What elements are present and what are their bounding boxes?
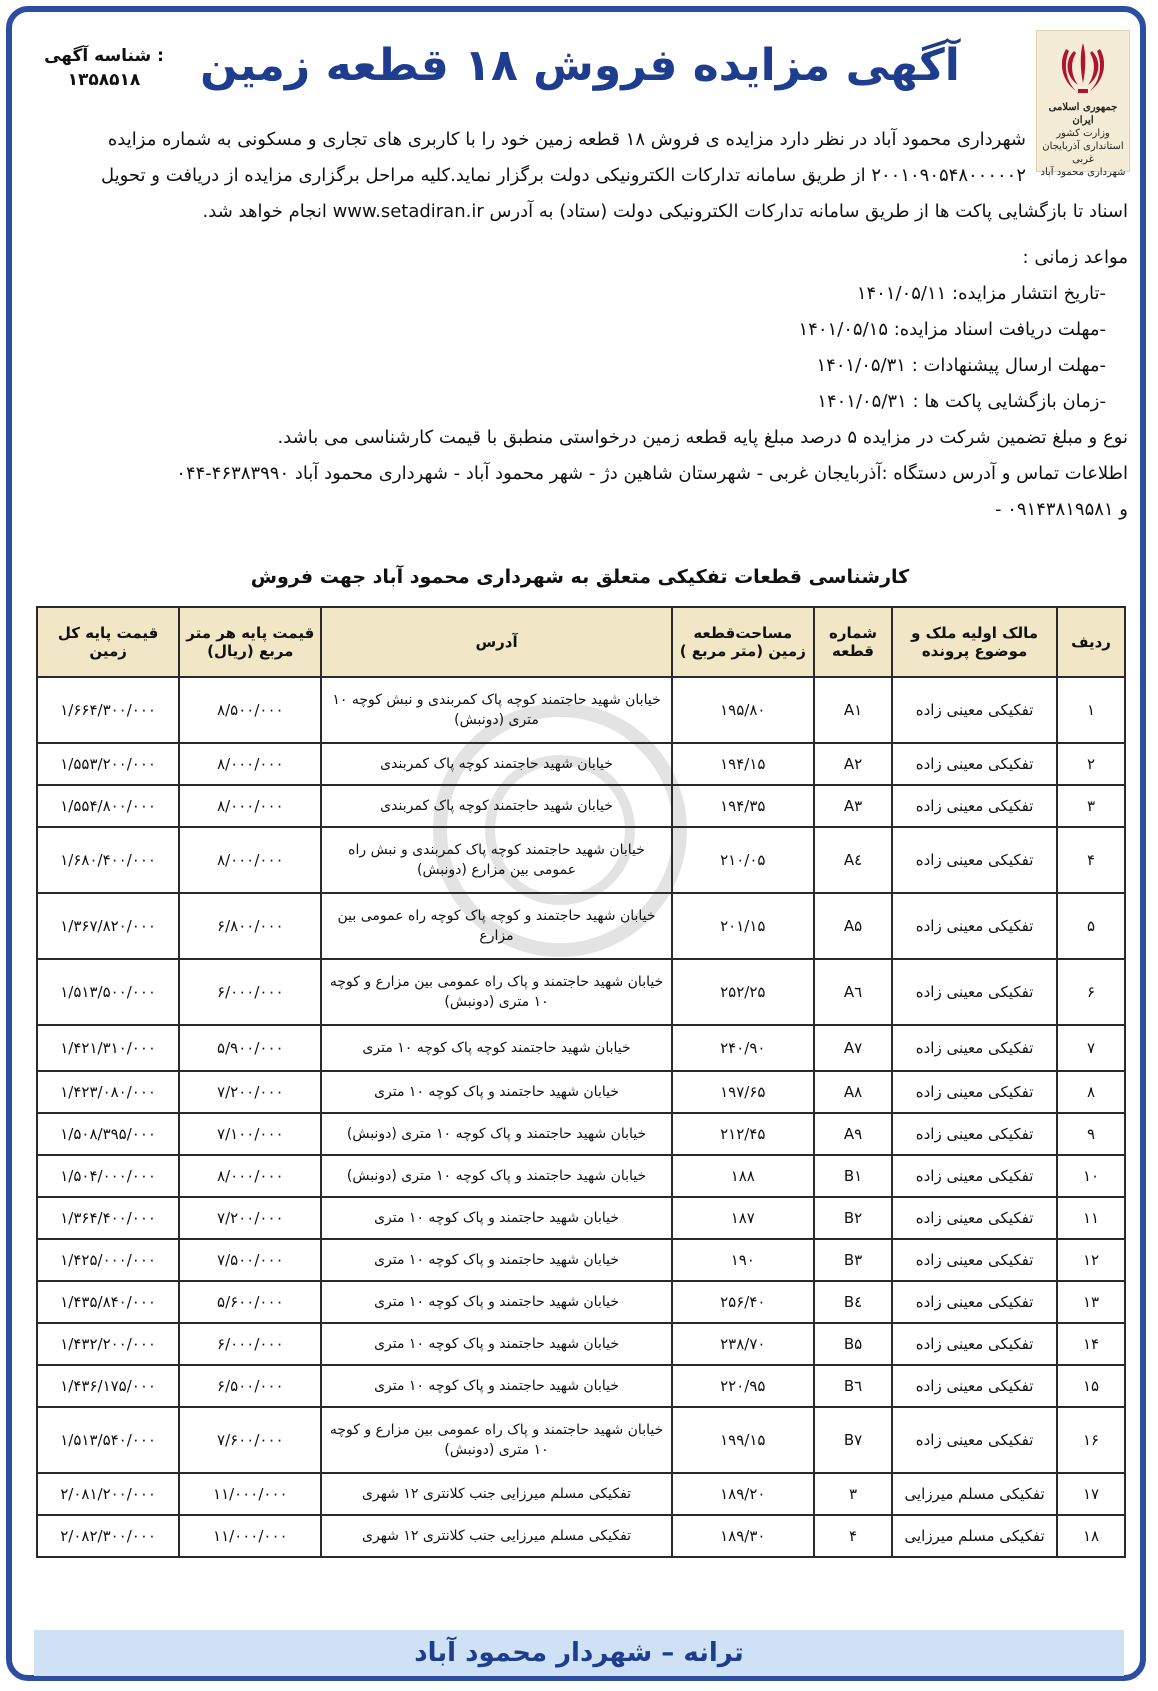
cell-plot-number: B۵ <box>814 1323 892 1365</box>
ad-id-label: شناسه آگهی : <box>44 46 164 66</box>
cell-total-price: ۱/۳۶۴/۴۰۰/۰۰۰ <box>37 1197 179 1239</box>
cell-area: ۲۰۱/۱۵ <box>672 893 814 959</box>
cell-area: ۲۱۰/۰۵ <box>672 827 814 893</box>
cell-row-number: ۱ <box>1057 677 1125 743</box>
cell-price-per-meter: ۵/۶۰۰/۰۰۰ <box>179 1281 321 1323</box>
cell-owner: تفکیکی معینی زاده <box>892 827 1057 893</box>
table-row <box>37 1281 1125 1323</box>
cell-address: تفکیکی مسلم میرزایی جنب کلانتری ۱۲ شهری <box>321 1515 671 1557</box>
cell-row-number: ۴ <box>1057 827 1125 893</box>
cell-address: خیابان شهید حاجتمند کوچه پاک کمربندی و نبش راه عمومی بین مزارع (دونبش) <box>321 827 671 893</box>
cell-area: ۱۸۹/۳۰ <box>672 1515 814 1557</box>
intro-line-3: اسناد تا بازگشایی پاکت ها از طریق سامانه تدارکات الکترونیکی دولت (ستاد) به آدرس www.setadiran.ir انجام خواهد شد. <box>202 201 1128 222</box>
cell-address: خیابان شهید حاجتمند و پاک کوچه ۱۰ متری <box>321 1239 671 1281</box>
ad-id-value: ۱۳۵۸۵۱۸ <box>67 70 141 90</box>
table-row <box>37 1025 1125 1071</box>
cell-total-price: ۲/۰۸۲/۳۰۰/۰۰۰ <box>37 1515 179 1557</box>
table-row <box>37 1407 1125 1473</box>
cell-row-number: ۸ <box>1057 1071 1125 1113</box>
cell-area: ۲۵۶/۴۰ <box>672 1281 814 1323</box>
cell-owner: تفکیکی معینی زاده <box>892 743 1057 785</box>
intro-line-3-wrap <box>68 194 1128 230</box>
cell-price-per-meter: ۸/۵۰۰/۰۰۰ <box>179 677 321 743</box>
header-total-price: قیمت پایه کل زمین <box>37 607 179 677</box>
table-header-row <box>37 607 1125 677</box>
table-body <box>37 677 1125 1557</box>
cell-price-per-meter: ۵/۹۰۰/۰۰۰ <box>179 1025 321 1071</box>
cell-area: ۲۲۰/۹۵ <box>672 1365 814 1407</box>
cell-row-number: ۱۶ <box>1057 1407 1125 1473</box>
cell-row-number: ۲ <box>1057 743 1125 785</box>
cell-owner: تفکیکی معینی زاده <box>892 1407 1057 1473</box>
cell-total-price: ۱/۴۲۱/۳۱۰/۰۰۰ <box>37 1025 179 1071</box>
cell-price-per-meter: ۸/۰۰۰/۰۰۰ <box>179 743 321 785</box>
cell-plot-number: A۵ <box>814 893 892 959</box>
cell-row-number: ۷ <box>1057 1025 1125 1071</box>
cell-owner: تفکیکی مسلم میرزایی <box>892 1473 1057 1515</box>
cell-row-number: ۹ <box>1057 1113 1125 1155</box>
cell-price-per-meter: ۶/۰۰۰/۰۰۰ <box>179 959 321 1025</box>
cell-price-per-meter: ۶/۰۰۰/۰۰۰ <box>179 1323 321 1365</box>
cell-row-number: ۱۴ <box>1057 1323 1125 1365</box>
cell-total-price: ۱/۴۲۳/۰۸۰/۰۰۰ <box>37 1071 179 1113</box>
cell-address: خیابان شهید حاجتمند و پاک راه عمومی بین مزارع و کوچه ۱۰ متری (دونبش) <box>321 1407 671 1473</box>
contact-line-1: اطلاعات تماس و آدرس دستگاه :آذربایجان غربی - شهرستان شاهین دژ - شهر محمود آباد - شهرداری محمود آباد ۴۶۳۸۳۹۹۰-۰۴۴ <box>176 463 1128 484</box>
iran-emblem-icon <box>1056 39 1110 99</box>
cell-address: خیابان شهید حاجتمند و پاک کوچه ۱۰ متری <box>321 1365 671 1407</box>
table-row <box>37 785 1125 827</box>
guarantee-text: نوع و مبلغ تضمین شرکت در مزایده ۵ درصد مبلغ پایه قطعه زمین درخواستی منطبق با قیمت کارشناسی می باشد. <box>277 427 1128 448</box>
cell-plot-number: B۳ <box>814 1239 892 1281</box>
cell-plot-number: A۹ <box>814 1113 892 1155</box>
schedule-section <box>68 240 1128 528</box>
cell-plot-number: ۳ <box>814 1473 892 1515</box>
cell-price-per-meter: ۱۱/۰۰۰/۰۰۰ <box>179 1473 321 1515</box>
intro-line-1: شهرداری محمود آباد در نظر دارد مزایده ی فروش ۱۸ قطعه زمین خود را با کاربری های تجاری و مسکونی به شماره مزایده <box>107 129 1026 150</box>
cell-owner: تفکیکی معینی زاده <box>892 677 1057 743</box>
cell-plot-number: A۲ <box>814 743 892 785</box>
cell-total-price: ۱/۶۶۴/۳۰۰/۰۰۰ <box>37 677 179 743</box>
cell-owner: تفکیکی معینی زاده <box>892 1071 1057 1113</box>
cell-area: ۱۹۵/۸۰ <box>672 677 814 743</box>
cell-area: ۲۱۲/۴۵ <box>672 1113 814 1155</box>
cell-price-per-meter: ۷/۲۰۰/۰۰۰ <box>179 1197 321 1239</box>
cell-area: ۱۹۰ <box>672 1239 814 1281</box>
cell-row-number: ۱۲ <box>1057 1239 1125 1281</box>
cell-plot-number: B۲ <box>814 1197 892 1239</box>
table-row <box>37 1155 1125 1197</box>
cell-area: ۱۸۸ <box>672 1155 814 1197</box>
header-plot-number: شماره قطعه <box>814 607 892 677</box>
cell-address: خیابان شهید حاجتمند و پاک کوچه ۱۰ متری <box>321 1323 671 1365</box>
cell-address: خیابان شهید حاجتمند و پاک کوچه ۱۰ متری <box>321 1281 671 1323</box>
cell-owner: تفکیکی معینی زاده <box>892 1113 1057 1155</box>
table-row <box>37 893 1125 959</box>
cell-row-number: ۱۳ <box>1057 1281 1125 1323</box>
table-row <box>37 1515 1125 1557</box>
table-row <box>37 827 1125 893</box>
cell-total-price: ۲/۰۸۱/۲۰۰/۰۰۰ <box>37 1473 179 1515</box>
cell-plot-number: A٤ <box>814 827 892 893</box>
cell-plot-number: A٦ <box>814 959 892 1025</box>
ad-id <box>34 44 174 92</box>
cell-area: ۱۸۹/۲۰ <box>672 1473 814 1515</box>
cell-row-number: ۱۵ <box>1057 1365 1125 1407</box>
table-row <box>37 1473 1125 1515</box>
cell-price-per-meter: ۷/۱۰۰/۰۰۰ <box>179 1113 321 1155</box>
cell-address: خیابان شهید حاجتمند و پاک کوچه ۱۰ متری <box>321 1197 671 1239</box>
cell-price-per-meter: ۸/۰۰۰/۰۰۰ <box>179 785 321 827</box>
cell-row-number: ۱۷ <box>1057 1473 1125 1515</box>
cell-address: خیابان شهید حاجتمند و پاک راه عمومی بین مزارع و کوچه ۱۰ متری (دونبش) <box>321 959 671 1025</box>
cell-owner: تفکیکی معینی زاده <box>892 893 1057 959</box>
header-owner: مالک اولیه ملک و موضوع پرونده <box>892 607 1057 677</box>
cell-total-price: ۱/۶۸۰/۴۰۰/۰۰۰ <box>37 827 179 893</box>
cell-row-number: ۱۸ <box>1057 1515 1125 1557</box>
cell-area: ۱۹۴/۱۵ <box>672 743 814 785</box>
cell-address: خیابان شهید حاجتمند کوچه پاک کمربندی <box>321 743 671 785</box>
cell-total-price: ۱/۵۰۴/۰۰۰/۰۰۰ <box>37 1155 179 1197</box>
page-title: آگهی مزایده فروش ۱۸ قطعه زمین <box>200 40 960 91</box>
cell-price-per-meter: ۷/۶۰۰/۰۰۰ <box>179 1407 321 1473</box>
emblem-line-1: جمهوری اسلامی ایران <box>1048 102 1118 126</box>
cell-owner: تفکیکی معینی زاده <box>892 1323 1057 1365</box>
cell-plot-number: B۷ <box>814 1407 892 1473</box>
cell-plot-number: A۸ <box>814 1071 892 1113</box>
emblem-line-3: استانداری آذربایجان غربی <box>1042 141 1124 165</box>
contact-line-2: و ۰۹۱۴۳۸۱۹۵۸۱ - <box>995 499 1128 520</box>
header-address: آدرس <box>321 607 671 677</box>
cell-owner: تفکیکی معینی زاده <box>892 1155 1057 1197</box>
cell-total-price: ۱/۴۳۶/۱۷۵/۰۰۰ <box>37 1365 179 1407</box>
cell-plot-number: A۳ <box>814 785 892 827</box>
cell-plot-number: B۱ <box>814 1155 892 1197</box>
emblem-line-2: وزارت کشور <box>1056 128 1110 139</box>
table-row <box>37 1071 1125 1113</box>
table-row <box>37 1365 1125 1407</box>
cell-price-per-meter: ۸/۰۰۰/۰۰۰ <box>179 827 321 893</box>
cell-total-price: ۱/۴۳۲/۲۰۰/۰۰۰ <box>37 1323 179 1365</box>
schedule-item: -مهلت دریافت اسناد مزایده: ۱۴۰۱/۰۵/۱۵ <box>798 319 1106 340</box>
table-row <box>37 1239 1125 1281</box>
table-row <box>37 1113 1125 1155</box>
cell-address: خیابان شهید حاجتمند و پاک کوچه ۱۰ متری (دونبش) <box>321 1113 671 1155</box>
cell-price-per-meter: ۱۱/۰۰۰/۰۰۰ <box>179 1515 321 1557</box>
cell-address: تفکیکی مسلم میرزایی جنب کلانتری ۱۲ شهری <box>321 1473 671 1515</box>
table-row <box>37 959 1125 1025</box>
schedule-item: -تاریخ انتشار مزایده: ۱۴۰۱/۰۵/۱۱ <box>856 283 1106 304</box>
cell-total-price: ۱/۳۶۷/۸۲۰/۰۰۰ <box>37 893 179 959</box>
schedule-item: -زمان بازگشایی پاکت ها : ۱۴۰۱/۰۵/۳۱ <box>817 391 1106 412</box>
header-row-number: ردیف <box>1057 607 1125 677</box>
cell-area: ۱۹۷/۶۵ <box>672 1071 814 1113</box>
cell-row-number: ۵ <box>1057 893 1125 959</box>
cell-plot-number: B٤ <box>814 1281 892 1323</box>
cell-owner: تفکیکی معینی زاده <box>892 959 1057 1025</box>
cell-price-per-meter: ۷/۲۰۰/۰۰۰ <box>179 1071 321 1113</box>
schedule-item: -مهلت ارسال پیشنهادات : ۱۴۰۱/۰۵/۳۱ <box>816 355 1106 376</box>
cell-area: ۱۹۹/۱۵ <box>672 1407 814 1473</box>
cell-owner: تفکیکی معینی زاده <box>892 1365 1057 1407</box>
cell-owner: تفکیکی معینی زاده <box>892 1281 1057 1323</box>
cell-price-per-meter: ۷/۵۰۰/۰۰۰ <box>179 1239 321 1281</box>
header-area: مساحت‌قطعه زمین (متر مربع ) <box>672 607 814 677</box>
cell-owner: تفکیکی معینی زاده <box>892 1239 1057 1281</box>
cell-owner: تفکیکی مسلم میرزایی <box>892 1515 1057 1557</box>
cell-area: ۲۳۸/۷۰ <box>672 1323 814 1365</box>
cell-area: ۱۸۷ <box>672 1197 814 1239</box>
intro-paragraph <box>36 122 1026 194</box>
emblem-line-4: شهرداری محمود آباد <box>1040 167 1126 178</box>
cell-plot-number: B٦ <box>814 1365 892 1407</box>
cell-plot-number: A۱ <box>814 677 892 743</box>
cell-total-price: ۱/۵۵۴/۸۰۰/۰۰۰ <box>37 785 179 827</box>
cell-price-per-meter: ۶/۵۰۰/۰۰۰ <box>179 1365 321 1407</box>
cell-area: ۲۴۰/۹۰ <box>672 1025 814 1071</box>
cell-total-price: ۱/۵۵۳/۲۰۰/۰۰۰ <box>37 743 179 785</box>
cell-total-price: ۱/۵۱۳/۵۴۰/۰۰۰ <box>37 1407 179 1473</box>
table-title: کارشناسی قطعات تفکیکی متعلق به شهرداری محمود آباد جهت فروش <box>250 566 910 588</box>
emblem-logo <box>1036 30 1130 178</box>
footer-signature: ترانه – شهردار محمود آباد <box>34 1630 1124 1676</box>
cell-price-per-meter: ۸/۰۰۰/۰۰۰ <box>179 1155 321 1197</box>
cell-row-number: ۱۰ <box>1057 1155 1125 1197</box>
intro-line-2: ۲۰۰۱۰۹۰۵۴۸۰۰۰۰۰۲ از طریق سامانه تدارکات الکترونیکی دولت برگزار نماید.کلیه مراحل برگزاری مزایده از دریافت و تحویل <box>100 165 1026 186</box>
cell-total-price: ۱/۵۰۸/۳۹۵/۰۰۰ <box>37 1113 179 1155</box>
schedule-heading: مواعد زمانی : <box>1022 247 1128 268</box>
table-row <box>37 1323 1125 1365</box>
cell-owner: تفکیکی معینی زاده <box>892 785 1057 827</box>
cell-total-price: ۱/۴۲۵/۰۰۰/۰۰۰ <box>37 1239 179 1281</box>
cell-address: خیابان شهید حاجتمند کوچه پاک کمربندی <box>321 785 671 827</box>
cell-row-number: ۱۱ <box>1057 1197 1125 1239</box>
cell-plot-number: A۷ <box>814 1025 892 1071</box>
cell-address: خیابان شهید حاجتمند کوچه پاک کوچه ۱۰ متری <box>321 1025 671 1071</box>
cell-address: خیابان شهید حاجتمند و کوچه پاک کوچه راه عمومی بین مزارع <box>321 893 671 959</box>
cell-address: خیابان شهید حاجتمند و پاک کوچه ۱۰ متری <box>321 1071 671 1113</box>
cell-total-price: ۱/۴۳۵/۸۴۰/۰۰۰ <box>37 1281 179 1323</box>
table-row <box>37 1197 1125 1239</box>
cell-owner: تفکیکی معینی زاده <box>892 1197 1057 1239</box>
cell-area: ۲۵۲/۲۵ <box>672 959 814 1025</box>
cell-address: خیابان شهید حاجتمند کوچه پاک کمربندی و نبش کوچه ۱۰ متری (دونبش) <box>321 677 671 743</box>
table-row <box>37 743 1125 785</box>
cell-total-price: ۱/۵۱۳/۵۰۰/۰۰۰ <box>37 959 179 1025</box>
header-price-per-meter: قیمت پایه هر متر مربع (ریال) <box>179 607 321 677</box>
cell-address: خیابان شهید حاجتمند و پاک کوچه ۱۰ متری (دونبش) <box>321 1155 671 1197</box>
cell-owner: تفکیکی معینی زاده <box>892 1025 1057 1071</box>
cell-plot-number: ۴ <box>814 1515 892 1557</box>
plots-table <box>36 606 1126 1558</box>
cell-row-number: ۶ <box>1057 959 1125 1025</box>
cell-row-number: ۳ <box>1057 785 1125 827</box>
cell-price-per-meter: ۶/۸۰۰/۰۰۰ <box>179 893 321 959</box>
cell-area: ۱۹۴/۳۵ <box>672 785 814 827</box>
table-row <box>37 677 1125 743</box>
